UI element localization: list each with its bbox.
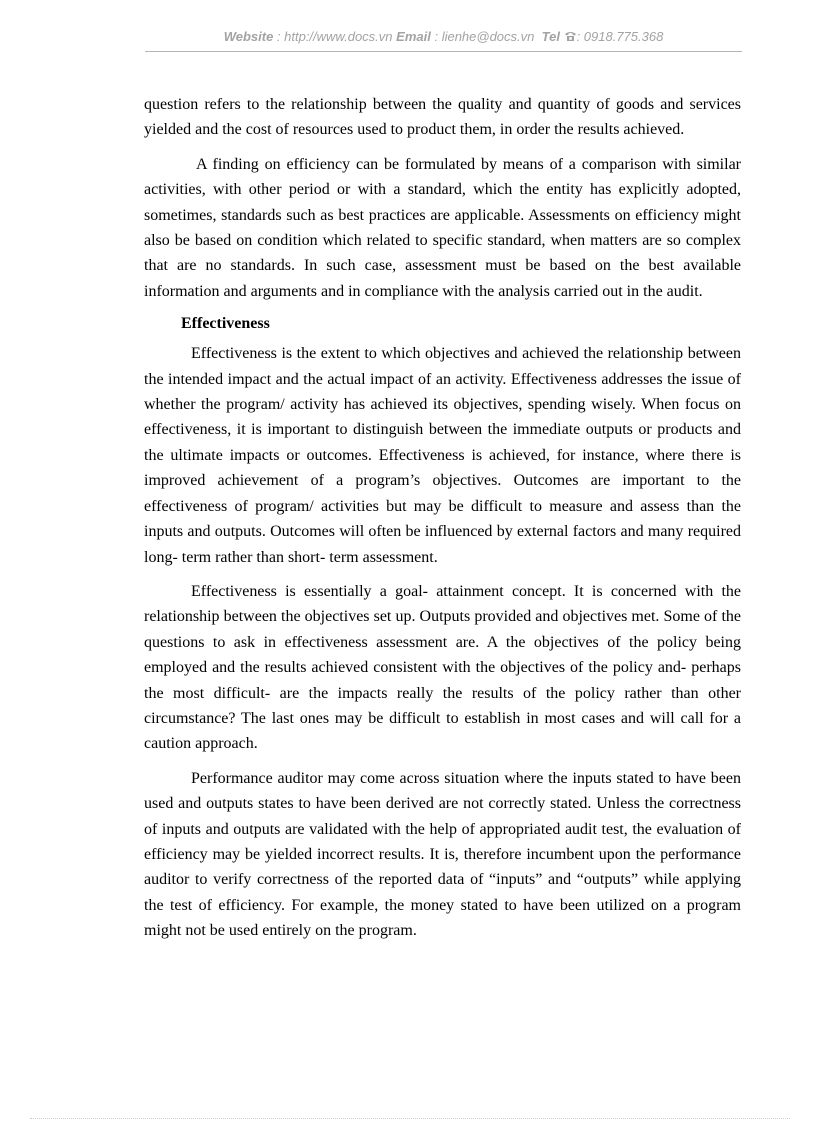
section-heading-effectiveness: Effectiveness <box>181 315 270 333</box>
website-label: Website <box>223 29 274 44</box>
paragraph-efficiency-continued: question refers to the relationship between the quality and quantity of goods and services yielded and the cost of resources used to product them, in order the results achieved. <box>144 96 741 139</box>
page-header <box>145 29 742 44</box>
paragraph-efficiency-finding: A finding on efficiency can be formulated by means of a comparison with similar activities, with other period or with a standard, which the entity has explicitly adopted, sometimes, standards such as best practices are applicable. Assessments on efficiency might also be based on condition which related to specific standard, when matters are so complex that are no standards. In such case, assessment must be based on the best available information and arguments and in compliance with the analysis carried out in the audit. <box>144 155 741 300</box>
paragraph-performance-auditor: Performance auditor may come across situation where the inputs stated to have been used and outputs states to have been derived are not correctly stated. Unless the correctness of inputs and outputs are validated with the help of appropriated audit test, the evaluation of efficiency may be yielded incorrect results. It is, therefore incumbent upon the performance auditor to verify correctness of the reported data of “inputs” and “outputs” while applying the test of efficiency. For example, the money stated to have been utilized on a program might not be used entirely on the program. <box>144 769 741 940</box>
email-label: Email <box>396 29 431 44</box>
phone-icon <box>564 31 577 42</box>
email-address[interactable]: lienhe@docs.vn <box>441 29 535 44</box>
tel-label: Tel <box>541 29 560 44</box>
paragraph-goal-attainment: Effectiveness is essentially a goal- attainment concept. It is concerned with the relationship between the objectives set up. Outputs provided and objectives met. Some of the questions to ask in effectiveness assessment are. A the objectives of the policy being employed and the results achieved consistent with the objectives of the policy and- perhaps the most difficult- are the impacts really the results of the policy rather than other circumstance? The last ones may be difficult to establish in most cases and will call for a caution approach. <box>144 582 741 753</box>
footer-divider <box>30 1118 790 1119</box>
email-separator: : <box>430 29 442 44</box>
website-url[interactable]: http://www.docs.vn <box>284 29 393 44</box>
website-separator: : <box>273 29 285 44</box>
document-body <box>144 92 741 953</box>
tel-number: : 0918.775.368 <box>576 29 664 44</box>
paragraph-effectiveness-definition: Effectiveness is the extent to which objectives and achieved the relationship between the intended impact and the actual impact of an activity. Effectiveness addresses the issue of whether the program/ activity has achieved its objectives, spending wisely. When focus on effectiveness, it is important to distinguish between the immediate outputs or products and the ultimate impacts or outcomes. Effectiveness is achieved, for instance, where there is improved achievement of a program’s objectives. Outcomes are important to the effectiveness of program/ activities but may be difficult to measure and assess than the inputs and outputs. Outcomes will often be influenced by external factors and many required long- term rather than short- term assessment. <box>144 345 741 566</box>
header-divider <box>145 51 742 52</box>
